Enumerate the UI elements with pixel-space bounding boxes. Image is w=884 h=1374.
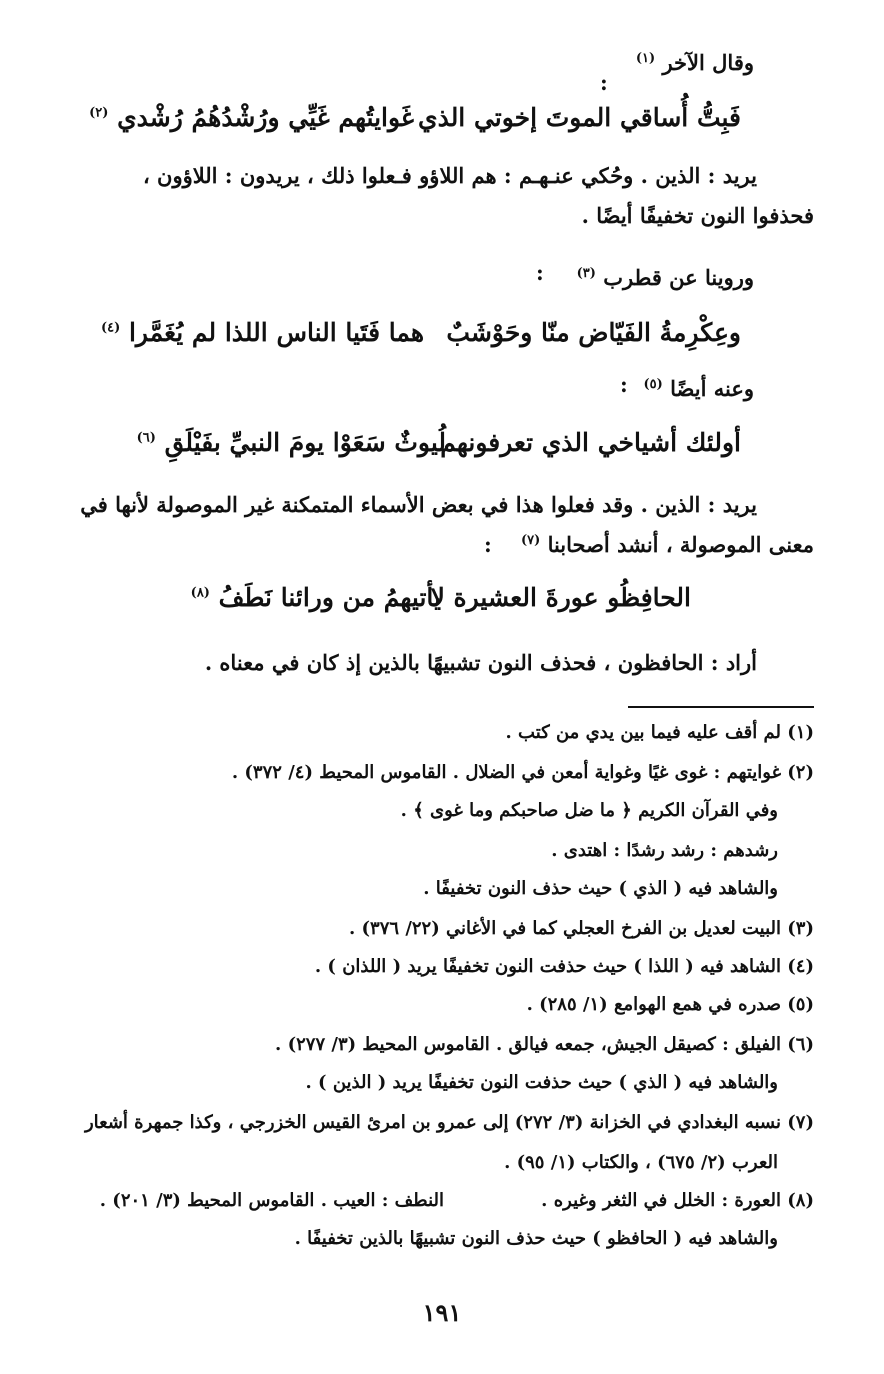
footnote: والشاهد فيه ( الحافظو ) حيث حذف النون تشبيهًا بالذين تخفيفًا . xyxy=(294,1228,778,1249)
footnote: النطف : العيب . القاموس المحيط (٣/ ٢٠١) . xyxy=(99,1190,444,1211)
text: لُيوثٌ سَعَوْا يومَ النبيِّ بفَيْلَقِ xyxy=(164,428,446,457)
text: وعنه أيضًا xyxy=(670,376,754,401)
text: معنى الموصولة ، أنشد أصحابنا xyxy=(547,532,814,557)
footnote: وفي القرآن الكريم ﴿ ما ضل صاحبكم وما غوى ﴾ . xyxy=(400,800,778,821)
verse-second-hemistich xyxy=(137,428,446,457)
text-line: أراد : الحافظون ، فحذف النون تشبيهًا بالذين إذ كان في معناه . xyxy=(204,650,757,675)
footnote-ref: (٦) xyxy=(136,430,156,446)
verse-first-hemistich: الحافِظُو عورةَ العشيرة لا xyxy=(430,583,691,612)
footnote-ref: (١) xyxy=(635,51,656,66)
text-line: فحذفوا النون تخفيفًا أيضًا . xyxy=(581,203,814,228)
footnote: (٥) صدره في همع الهوامع (١/ ٢٨٥) . xyxy=(526,994,814,1015)
text: هما فَتَيا الناس اللذا لم يُغَمَّرا xyxy=(128,318,424,347)
text: وروينا عن قطرب xyxy=(603,265,754,290)
footnote: (١) لم أقف عليه فيما بين يدي من كتب . xyxy=(505,722,814,743)
footnote-ref: (٥) xyxy=(643,377,663,392)
footnote: رشدهم : رشد رشدًا : اهتدى . xyxy=(551,840,778,861)
verse-second-hemistich xyxy=(101,318,424,347)
text: وقال الآخر xyxy=(662,50,754,75)
text-line xyxy=(521,532,814,557)
footnote: (٦) الفيلق : كصيقل الجيش، جمعه فيالق . القاموس المحيط (٣/ ٢٧٧) . xyxy=(275,1034,814,1055)
text-line xyxy=(644,376,754,401)
footnote: (٨) العورة : الخلل في الثغر وغيره . xyxy=(541,1190,814,1211)
colon: : xyxy=(484,532,492,557)
footnote-ref: (٨) xyxy=(190,585,210,601)
verse-second-hemistich xyxy=(191,583,441,612)
colon: : xyxy=(536,260,544,285)
footnote: العرب (٢/ ٦٧٥) ، والكتاب (١/ ٩٥) . xyxy=(504,1152,778,1173)
footnote: (٧) نسبه البغدادي في الخزانة (٣/ ٢٧٢) إلى عمرو بن امرئ القيس الخزرجي ، وكذا جمهرة أشعار xyxy=(84,1112,814,1133)
footnote: والشاهد فيه ( الذي ) حيث حذفت النون تخفيفًا يريد ( الذين ) . xyxy=(305,1072,778,1093)
footnote: (٣) البيت لعديل بن الفرخ العجلي كما في الأغاني (٢٢/ ٣٧٦) . xyxy=(348,918,814,939)
verse-first-hemistich: وعِكْرِمةُ الفَيّاض منّا وحَوْشَبٌ xyxy=(446,318,741,347)
colon: : xyxy=(600,70,608,95)
colon: : xyxy=(620,372,628,397)
text-line xyxy=(577,265,754,290)
text: غَوايتُهم غَيِّي ورُشْدُهُمُ رُشْدي xyxy=(117,103,414,132)
footnote-ref: (٣) xyxy=(576,266,596,281)
page-number: ١٩١ xyxy=(422,1298,462,1327)
footnote-ref: (٢) xyxy=(89,105,109,121)
verse-first-hemistich: أولئك أشياخي الذي تعرفونهم xyxy=(440,428,741,457)
text-line: يريد : الذين . وحُكي عنـهـم : هم اللاؤو فـعلوا ذلك ، يريدون : اللاؤون ، xyxy=(142,163,757,188)
text-line: يريد : الذين . وقد فعلوا هذا في بعض الأسماء المتمكنة غير الموصولة لأنها في xyxy=(80,492,757,517)
footnote: (٢) غوايتهم : غوى غيًا وغواية أمعن في الضلال . القاموس المحيط (٤/ ٣٧٢) . xyxy=(231,762,814,783)
footnote-ref: (٧) xyxy=(520,533,541,548)
text-line xyxy=(636,50,754,75)
footnote: والشاهد فيه ( الذي ) حيث حذف النون تخفيفًا . xyxy=(423,878,778,899)
verse-first-hemistich: فَبِتُّ أُساقي الموتَ إخوتي الذي xyxy=(418,103,741,132)
footnote-ref: (٤) xyxy=(100,320,121,336)
footnote-separator xyxy=(628,706,814,708)
text: يأتيهمُ من ورائنا نَطَفُ xyxy=(218,583,441,612)
verse-second-hemistich xyxy=(89,103,414,132)
footnote: (٤) الشاهد فيه ( اللذا ) حيث حذفت النون تخفيفًا يريد ( اللذان ) . xyxy=(314,956,814,977)
